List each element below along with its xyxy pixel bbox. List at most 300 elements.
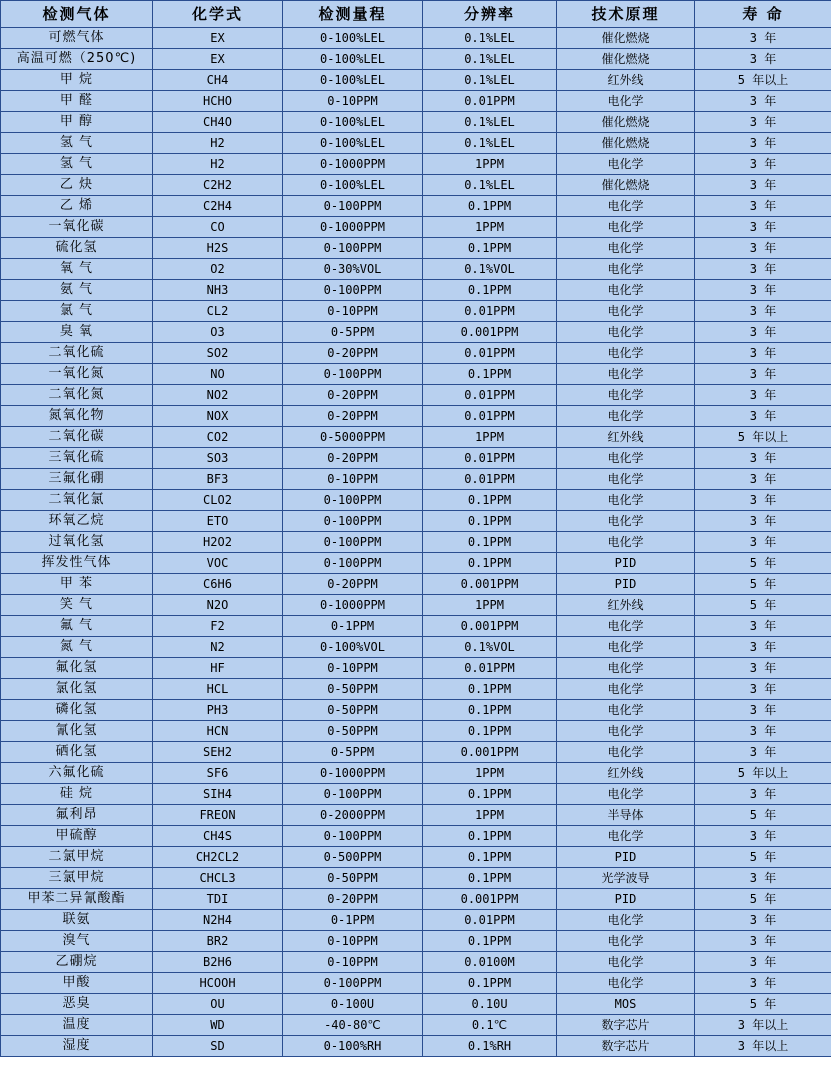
table-row — [1, 658, 831, 679]
table-row — [1, 70, 831, 91]
cell-lifetime: 3 年 — [695, 868, 831, 889]
cell-lifetime: 3 年 — [695, 742, 831, 763]
cell-gas: 二氧化硫 — [1, 343, 153, 364]
cell-principle: 电化学 — [557, 826, 695, 847]
cell-principle: 催化燃烧 — [557, 28, 695, 49]
cell-range: 0-100%LEL — [283, 133, 423, 154]
cell-gas: 氟化氢 — [1, 658, 153, 679]
table-row — [1, 217, 831, 238]
cell-principle: 红外线 — [557, 70, 695, 91]
cell-range: 0-20PPM — [283, 448, 423, 469]
cell-resolution: 0.1%LEL — [423, 49, 557, 70]
cell-lifetime: 3 年 — [695, 133, 831, 154]
cell-lifetime: 3 年 — [695, 28, 831, 49]
cell-lifetime: 5 年 — [695, 994, 831, 1015]
table-row — [1, 868, 831, 889]
table-row — [1, 343, 831, 364]
cell-gas: 氟 气 — [1, 616, 153, 637]
cell-resolution: 0.1PPM — [423, 364, 557, 385]
cell-lifetime: 3 年 — [695, 238, 831, 259]
cell-formula: HCOOH — [153, 973, 283, 994]
cell-resolution: 0.1%LEL — [423, 70, 557, 91]
cell-gas: 二氧化氮 — [1, 385, 153, 406]
cell-range: -40-80℃ — [283, 1015, 423, 1036]
cell-resolution: 0.001PPM — [423, 742, 557, 763]
cell-gas: 氮氧化物 — [1, 406, 153, 427]
cell-principle: 电化学 — [557, 238, 695, 259]
cell-range: 0-100%LEL — [283, 49, 423, 70]
cell-lifetime: 5 年 — [695, 847, 831, 868]
cell-resolution: 1PPM — [423, 217, 557, 238]
cell-gas: 乙硼烷 — [1, 952, 153, 973]
column-header-gas: 检测气体 — [1, 1, 153, 28]
cell-gas: 二氧化碳 — [1, 427, 153, 448]
cell-gas: 过氧化氢 — [1, 532, 153, 553]
table-row — [1, 637, 831, 658]
cell-range: 0-30%VOL — [283, 259, 423, 280]
cell-lifetime: 3 年 — [695, 406, 831, 427]
cell-principle: 电化学 — [557, 511, 695, 532]
cell-formula: CH4S — [153, 826, 283, 847]
table-row — [1, 700, 831, 721]
cell-lifetime: 3 年 — [695, 490, 831, 511]
cell-gas: 氯化氢 — [1, 679, 153, 700]
cell-resolution: 0.01PPM — [423, 406, 557, 427]
column-header-principle: 技术原理 — [557, 1, 695, 28]
cell-range: 0-20PPM — [283, 574, 423, 595]
cell-range: 0-2000PPM — [283, 805, 423, 826]
cell-range: 0-5PPM — [283, 322, 423, 343]
table-row — [1, 322, 831, 343]
cell-range: 0-10PPM — [283, 952, 423, 973]
table-body — [1, 28, 831, 1057]
cell-resolution: 0.1PPM — [423, 700, 557, 721]
table-row — [1, 301, 831, 322]
cell-resolution: 0.1%VOL — [423, 637, 557, 658]
cell-range: 0-100PPM — [283, 973, 423, 994]
cell-gas: 高温可燃（250℃) — [1, 49, 153, 70]
table-header — [1, 1, 831, 28]
cell-lifetime: 3 年 — [695, 826, 831, 847]
cell-principle: 电化学 — [557, 448, 695, 469]
cell-resolution: 0.1PPM — [423, 826, 557, 847]
cell-principle: 电化学 — [557, 616, 695, 637]
cell-principle: PID — [557, 553, 695, 574]
cell-resolution: 0.1PPM — [423, 679, 557, 700]
cell-resolution: 0.1℃ — [423, 1015, 557, 1036]
cell-resolution: 1PPM — [423, 805, 557, 826]
cell-range: 0-1000PPM — [283, 763, 423, 784]
cell-resolution: 0.1PPM — [423, 553, 557, 574]
cell-formula: VOC — [153, 553, 283, 574]
cell-principle: 催化燃烧 — [557, 133, 695, 154]
cell-gas: 硒化氢 — [1, 742, 153, 763]
cell-principle: 电化学 — [557, 259, 695, 280]
cell-resolution: 0.1PPM — [423, 931, 557, 952]
cell-formula: N2 — [153, 637, 283, 658]
cell-range: 0-100%VOL — [283, 637, 423, 658]
table-row — [1, 553, 831, 574]
cell-lifetime: 3 年 — [695, 511, 831, 532]
cell-resolution: 0.1%VOL — [423, 259, 557, 280]
cell-lifetime: 3 年 — [695, 637, 831, 658]
cell-range: 0-100PPM — [283, 238, 423, 259]
cell-principle: 电化学 — [557, 637, 695, 658]
cell-gas: 二氧化氯 — [1, 490, 153, 511]
cell-formula: SEH2 — [153, 742, 283, 763]
cell-resolution: 0.1PPM — [423, 490, 557, 511]
cell-gas: 一氧化氮 — [1, 364, 153, 385]
cell-principle: 电化学 — [557, 931, 695, 952]
cell-principle: 红外线 — [557, 427, 695, 448]
cell-principle: 电化学 — [557, 973, 695, 994]
cell-formula: SD — [153, 1036, 283, 1057]
cell-resolution: 0.1PPM — [423, 784, 557, 805]
table-row — [1, 805, 831, 826]
cell-gas: 氮 气 — [1, 637, 153, 658]
cell-lifetime: 3 年 — [695, 616, 831, 637]
cell-formula: TDI — [153, 889, 283, 910]
cell-range: 0-100%LEL — [283, 175, 423, 196]
cell-lifetime: 3 年 — [695, 301, 831, 322]
cell-resolution: 0.1%LEL — [423, 28, 557, 49]
cell-principle: 数字芯片 — [557, 1036, 695, 1057]
cell-principle: PID — [557, 889, 695, 910]
cell-resolution: 0.1PPM — [423, 280, 557, 301]
cell-formula: BF3 — [153, 469, 283, 490]
cell-formula: H2O2 — [153, 532, 283, 553]
cell-resolution: 0.01PPM — [423, 469, 557, 490]
cell-resolution: 0.1%LEL — [423, 133, 557, 154]
cell-principle: 催化燃烧 — [557, 175, 695, 196]
cell-range: 0-100PPM — [283, 511, 423, 532]
cell-gas: 乙 烯 — [1, 196, 153, 217]
cell-formula: WD — [153, 1015, 283, 1036]
cell-gas: 甲 烷 — [1, 70, 153, 91]
table-row — [1, 28, 831, 49]
table-row — [1, 679, 831, 700]
cell-range: 0-50PPM — [283, 679, 423, 700]
cell-gas: 温度 — [1, 1015, 153, 1036]
cell-lifetime: 3 年 — [695, 700, 831, 721]
cell-gas: 硅 烷 — [1, 784, 153, 805]
cell-formula: HCHO — [153, 91, 283, 112]
cell-formula: H2 — [153, 133, 283, 154]
cell-gas: 三氯甲烷 — [1, 868, 153, 889]
cell-lifetime: 3 年 — [695, 784, 831, 805]
cell-gas: 甲硫醇 — [1, 826, 153, 847]
cell-range: 0-10PPM — [283, 469, 423, 490]
column-header-formula: 化学式 — [153, 1, 283, 28]
cell-lifetime: 3 年 — [695, 112, 831, 133]
cell-gas: 联氨 — [1, 910, 153, 931]
table-row — [1, 574, 831, 595]
cell-gas: 甲 苯 — [1, 574, 153, 595]
cell-range: 0-20PPM — [283, 406, 423, 427]
cell-range: 0-5000PPM — [283, 427, 423, 448]
cell-lifetime: 3 年以上 — [695, 1015, 831, 1036]
cell-gas: 六氟化硫 — [1, 763, 153, 784]
cell-range: 0-10PPM — [283, 91, 423, 112]
table-row — [1, 196, 831, 217]
table-row — [1, 931, 831, 952]
cell-range: 0-100PPM — [283, 364, 423, 385]
cell-formula: C2H2 — [153, 175, 283, 196]
cell-lifetime: 3 年 — [695, 364, 831, 385]
cell-lifetime: 5 年以上 — [695, 427, 831, 448]
cell-lifetime: 3 年 — [695, 322, 831, 343]
cell-resolution: 0.01PPM — [423, 301, 557, 322]
cell-formula: O3 — [153, 322, 283, 343]
cell-lifetime: 3 年 — [695, 385, 831, 406]
cell-range: 0-20PPM — [283, 889, 423, 910]
cell-resolution: 0.1PPM — [423, 721, 557, 742]
cell-gas: 可燃气体 — [1, 28, 153, 49]
cell-gas: 乙 炔 — [1, 175, 153, 196]
cell-formula: H2 — [153, 154, 283, 175]
cell-gas: 恶臭 — [1, 994, 153, 1015]
table-row — [1, 1015, 831, 1036]
cell-formula: C2H4 — [153, 196, 283, 217]
cell-range: 0-100PPM — [283, 784, 423, 805]
cell-gas: 环氧乙烷 — [1, 511, 153, 532]
cell-gas: 氢 气 — [1, 133, 153, 154]
cell-principle: PID — [557, 574, 695, 595]
table-row — [1, 616, 831, 637]
table-row — [1, 154, 831, 175]
cell-formula: F2 — [153, 616, 283, 637]
cell-principle: 数字芯片 — [557, 1015, 695, 1036]
cell-principle: 电化学 — [557, 532, 695, 553]
table-row — [1, 490, 831, 511]
cell-gas: 氧 气 — [1, 259, 153, 280]
cell-resolution: 1PPM — [423, 763, 557, 784]
cell-formula: CL2 — [153, 301, 283, 322]
cell-lifetime: 3 年 — [695, 469, 831, 490]
cell-lifetime: 3 年 — [695, 280, 831, 301]
cell-range: 0-1000PPM — [283, 217, 423, 238]
cell-lifetime: 3 年 — [695, 658, 831, 679]
cell-formula: CO — [153, 217, 283, 238]
cell-gas: 溴气 — [1, 931, 153, 952]
cell-range: 0-50PPM — [283, 721, 423, 742]
cell-range: 0-5PPM — [283, 742, 423, 763]
table-row — [1, 742, 831, 763]
cell-formula: SO3 — [153, 448, 283, 469]
cell-range: 0-20PPM — [283, 385, 423, 406]
cell-formula: HF — [153, 658, 283, 679]
cell-lifetime: 5 年 — [695, 889, 831, 910]
cell-principle: 催化燃烧 — [557, 49, 695, 70]
cell-range: 0-1000PPM — [283, 595, 423, 616]
cell-formula: PH3 — [153, 700, 283, 721]
cell-resolution: 1PPM — [423, 427, 557, 448]
cell-range: 0-100%RH — [283, 1036, 423, 1057]
cell-principle: 催化燃烧 — [557, 112, 695, 133]
cell-formula: N2H4 — [153, 910, 283, 931]
cell-resolution: 0.1PPM — [423, 868, 557, 889]
table-row — [1, 826, 831, 847]
cell-gas: 甲酸 — [1, 973, 153, 994]
table-row — [1, 784, 831, 805]
cell-gas: 三氧化硫 — [1, 448, 153, 469]
cell-resolution: 0.001PPM — [423, 889, 557, 910]
cell-formula: C6H6 — [153, 574, 283, 595]
table-row — [1, 595, 831, 616]
cell-principle: 电化学 — [557, 217, 695, 238]
table-row — [1, 259, 831, 280]
cell-principle: 电化学 — [557, 385, 695, 406]
cell-range: 0-100PPM — [283, 490, 423, 511]
cell-lifetime: 3 年 — [695, 343, 831, 364]
cell-gas: 氰化氢 — [1, 721, 153, 742]
cell-lifetime: 3 年 — [695, 679, 831, 700]
cell-formula: NOX — [153, 406, 283, 427]
cell-lifetime: 3 年 — [695, 931, 831, 952]
cell-resolution: 0.01PPM — [423, 385, 557, 406]
cell-resolution: 1PPM — [423, 595, 557, 616]
table-row — [1, 994, 831, 1015]
cell-range: 0-100%LEL — [283, 112, 423, 133]
cell-range: 0-100PPM — [283, 826, 423, 847]
cell-principle: PID — [557, 847, 695, 868]
cell-gas: 甲 醇 — [1, 112, 153, 133]
cell-formula: EX — [153, 28, 283, 49]
cell-gas: 硫化氢 — [1, 238, 153, 259]
cell-gas: 湿度 — [1, 1036, 153, 1057]
cell-range: 0-100U — [283, 994, 423, 1015]
cell-formula: EX — [153, 49, 283, 70]
cell-lifetime: 5 年 — [695, 595, 831, 616]
cell-lifetime: 3 年 — [695, 91, 831, 112]
cell-formula: OU — [153, 994, 283, 1015]
cell-formula: HCN — [153, 721, 283, 742]
cell-principle: 红外线 — [557, 595, 695, 616]
cell-formula: ETO — [153, 511, 283, 532]
cell-formula: CH2CL2 — [153, 847, 283, 868]
cell-resolution: 0.10U — [423, 994, 557, 1015]
cell-lifetime: 3 年 — [695, 952, 831, 973]
cell-principle: 电化学 — [557, 154, 695, 175]
table-row — [1, 973, 831, 994]
cell-resolution: 0.001PPM — [423, 616, 557, 637]
cell-principle: 电化学 — [557, 364, 695, 385]
cell-lifetime: 3 年 — [695, 973, 831, 994]
cell-resolution: 0.1PPM — [423, 511, 557, 532]
cell-principle: 光学波导 — [557, 868, 695, 889]
table-row — [1, 847, 831, 868]
cell-resolution: 1PPM — [423, 154, 557, 175]
cell-gas: 磷化氢 — [1, 700, 153, 721]
cell-gas: 氢 气 — [1, 154, 153, 175]
cell-range: 0-10PPM — [283, 658, 423, 679]
cell-gas: 氯 气 — [1, 301, 153, 322]
cell-formula: HCL — [153, 679, 283, 700]
cell-principle: 电化学 — [557, 742, 695, 763]
cell-resolution: 0.1PPM — [423, 532, 557, 553]
cell-resolution: 0.1%LEL — [423, 112, 557, 133]
cell-gas: 二氯甲烷 — [1, 847, 153, 868]
table-row — [1, 406, 831, 427]
table-row — [1, 238, 831, 259]
cell-range: 0-100%LEL — [283, 28, 423, 49]
cell-resolution: 0.1PPM — [423, 238, 557, 259]
table-row — [1, 427, 831, 448]
cell-gas: 笑 气 — [1, 595, 153, 616]
cell-formula: B2H6 — [153, 952, 283, 973]
table-row — [1, 385, 831, 406]
table-row — [1, 889, 831, 910]
table-row — [1, 952, 831, 973]
table-row — [1, 469, 831, 490]
cell-lifetime: 5 年 — [695, 553, 831, 574]
cell-principle: 电化学 — [557, 721, 695, 742]
cell-gas: 甲 醛 — [1, 91, 153, 112]
cell-range: 0-20PPM — [283, 343, 423, 364]
cell-lifetime: 3 年 — [695, 196, 831, 217]
table-row — [1, 532, 831, 553]
cell-formula: FREON — [153, 805, 283, 826]
cell-range: 0-100PPM — [283, 553, 423, 574]
table-header-row — [1, 1, 831, 28]
cell-gas: 挥发性气体 — [1, 553, 153, 574]
table-row — [1, 112, 831, 133]
cell-resolution: 0.001PPM — [423, 322, 557, 343]
cell-lifetime: 3 年 — [695, 721, 831, 742]
cell-principle: 半导体 — [557, 805, 695, 826]
cell-gas: 甲苯二异氰酸酯 — [1, 889, 153, 910]
cell-range: 0-100PPM — [283, 196, 423, 217]
cell-resolution: 0.01PPM — [423, 448, 557, 469]
cell-principle: 电化学 — [557, 196, 695, 217]
cell-resolution: 0.01PPM — [423, 91, 557, 112]
cell-principle: 电化学 — [557, 700, 695, 721]
cell-lifetime: 5 年 — [695, 574, 831, 595]
cell-resolution: 0.1%LEL — [423, 175, 557, 196]
cell-principle: 电化学 — [557, 784, 695, 805]
cell-principle: 电化学 — [557, 91, 695, 112]
cell-lifetime: 5 年以上 — [695, 70, 831, 91]
cell-lifetime: 5 年 — [695, 805, 831, 826]
cell-formula: SIH4 — [153, 784, 283, 805]
cell-formula: SO2 — [153, 343, 283, 364]
table-row — [1, 1036, 831, 1057]
cell-principle: 红外线 — [557, 763, 695, 784]
cell-range: 0-500PPM — [283, 847, 423, 868]
cell-resolution: 0.01PPM — [423, 343, 557, 364]
cell-range: 0-50PPM — [283, 700, 423, 721]
cell-lifetime: 3 年 — [695, 49, 831, 70]
table-row — [1, 448, 831, 469]
cell-principle: 电化学 — [557, 301, 695, 322]
table-row — [1, 721, 831, 742]
cell-principle: 电化学 — [557, 469, 695, 490]
cell-formula: N2O — [153, 595, 283, 616]
cell-formula: BR2 — [153, 931, 283, 952]
cell-principle: MOS — [557, 994, 695, 1015]
cell-formula: CHCL3 — [153, 868, 283, 889]
table-row — [1, 364, 831, 385]
cell-range: 0-100PPM — [283, 532, 423, 553]
cell-principle: 电化学 — [557, 343, 695, 364]
cell-lifetime: 5 年以上 — [695, 763, 831, 784]
table-row — [1, 280, 831, 301]
column-header-range: 检测量程 — [283, 1, 423, 28]
cell-gas: 氟利昂 — [1, 805, 153, 826]
cell-gas: 一氧化碳 — [1, 217, 153, 238]
cell-principle: 电化学 — [557, 406, 695, 427]
cell-resolution: 0.01PPM — [423, 658, 557, 679]
